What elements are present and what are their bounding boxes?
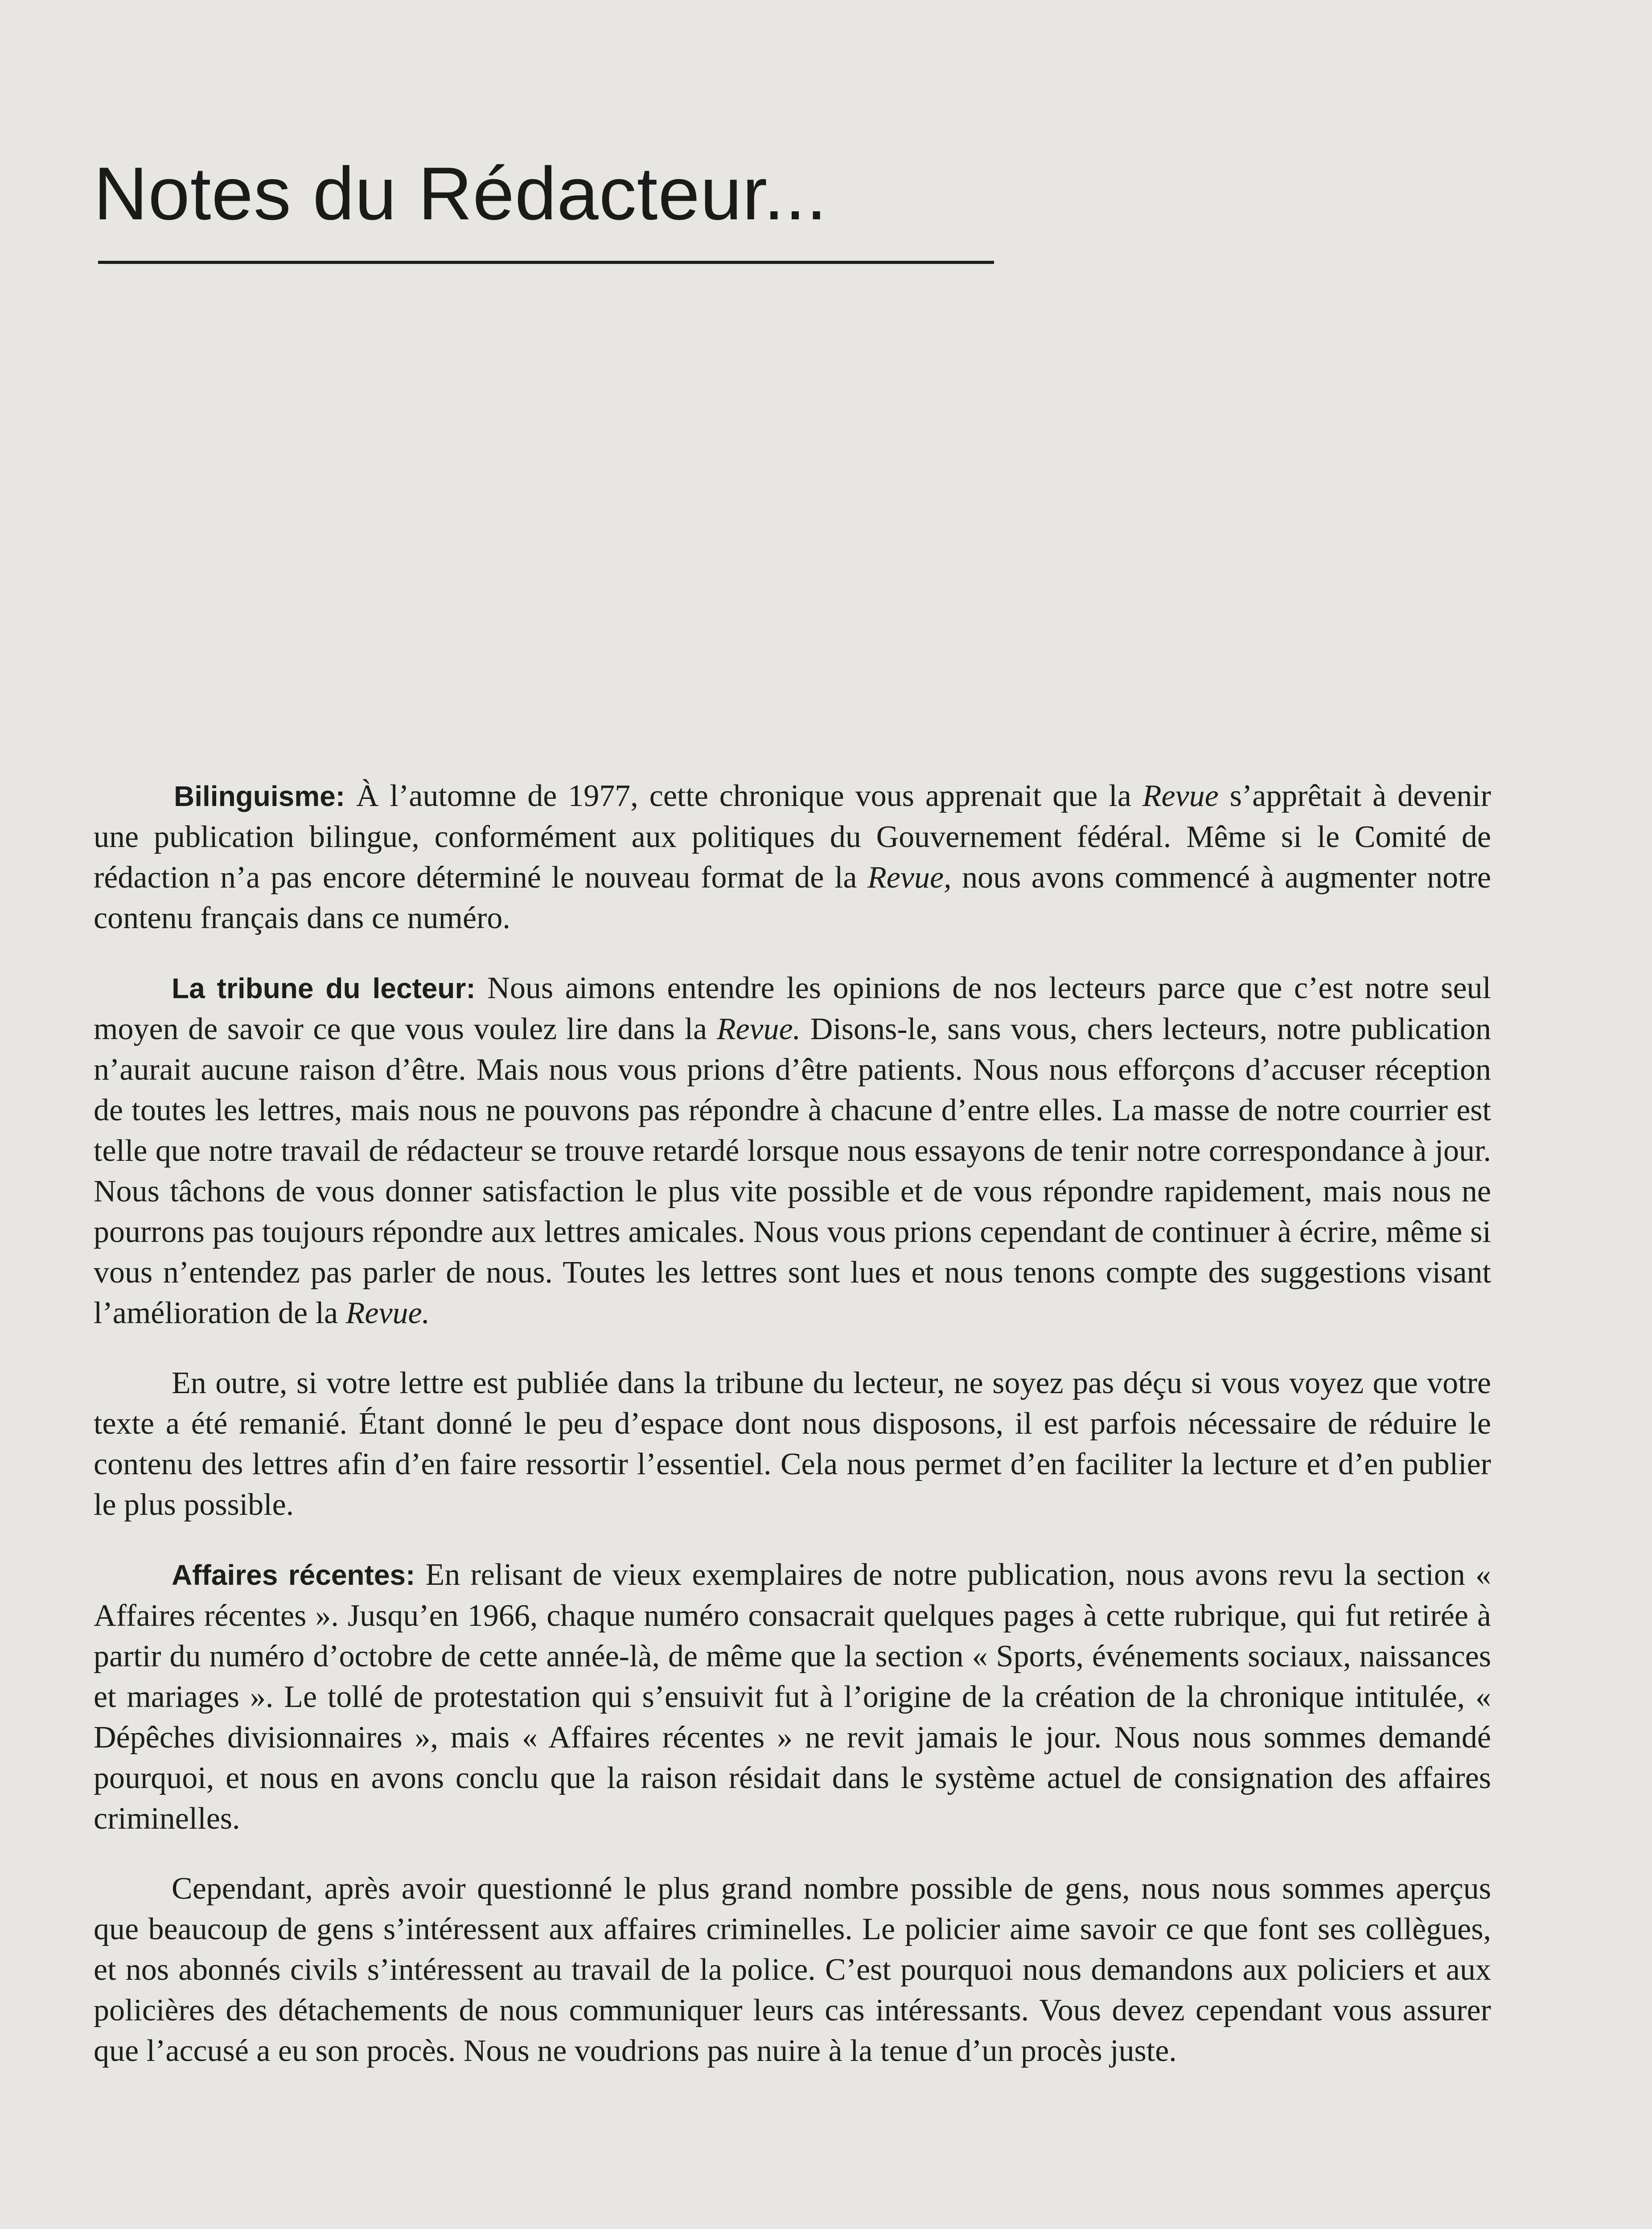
page-title-block: [94, 152, 999, 235]
paragraph-text: À l’automne de 1977, cette chronique vous apprenait que la: [345, 779, 1142, 813]
paragraph-text: nous avons commencé à augmenter notre contenu français dans ce numéro.: [94, 860, 1491, 935]
paragraph-italic: Revue.: [345, 1296, 430, 1330]
paragraph-en-outre: [94, 1363, 1491, 1525]
paragraph-lead: La tribune du lecteur:: [172, 972, 476, 1004]
paragraph-lead: Bilinguisme:: [174, 780, 345, 812]
article-body: [94, 776, 1491, 2101]
paragraph-italic: Revue,: [867, 860, 952, 895]
paragraph-italic: Revue: [1142, 779, 1219, 813]
paragraph-italic: Revue.: [716, 1012, 801, 1046]
paragraph-text: s’apprêtait à devenir une publication bilingue, conformément aux politiques du Gouvernement fédéral. Même si le Comité de rédaction n’a pas encore déterminé le nouveau format de la: [94, 779, 1491, 895]
paragraph-text: En relisant de vieux exemplaires de notre publication, nous avons revu la section « Affaires récentes ». Jusqu’en 1966, chaque numéro consacrait quelques pages à cette rubrique, qui fut retirée à partir du numéro d’octobre de cette année-là, de même que la section « Sports, événements sociaux, naissances et mariages ». Le tollé de protestation qui s’ensuivit fut à l’origine de la création de la chronique intitulée, « Dépêches divisionnaires », mais « Affaires récentes » ne revit jamais le jour. Nous nous sommes demandé pourquoi, et nous en avons conclu que la raison résidait dans le système actuel de consignation des affaires criminelles.: [94, 1558, 1492, 1836]
paragraph-tribune: [94, 968, 1491, 1333]
paragraph-text: Cependant, après avoir questionné le plus grand nombre possible de gens, nous nous sommes aperçus que beaucoup de gens s’intéressent aux affaires criminelles. Le policier aime savoir ce que font ses collègues, et nos abonnés civils s’intéressent au travail de la police. C’est pourquoi nous demandons aux policiers et aux policières des détachements de nous communiquer leurs cas intéressants. Vous devez cependant vous assurer que l’accusé a eu son procès. Nous ne voudrions pas nuire à la tenue d’un procès juste.: [94, 1871, 1491, 2068]
page-title: Notes du Rédacteur...: [94, 152, 827, 235]
paragraph-cependant: [94, 1868, 1491, 2071]
paragraph-text: En outre, si votre lettre est publiée dans la tribune du lecteur, ne soyez pas déçu si vous voyez que votre texte a été remanié. Étant donné le peu d’espace dont nous disposons, il est parfois nécessaire de réduire le contenu des lettres afin d’en faire ressortir l’essentiel. Cela nous permet d’en faciliter la lecture et d’en publier le plus possible.: [94, 1366, 1491, 1522]
paragraph-bilinguisme: [94, 776, 1491, 938]
paragraph-lead: Affaires récentes:: [172, 1559, 415, 1591]
title-underline: [98, 261, 994, 264]
paragraph-text: Nous aimons entendre les opinions de nos lecteurs parce que c’est notre seul moyen de savoir ce que vous voulez lire dans la: [94, 971, 1491, 1046]
paragraph-text: Disons-le, sans vous, chers lecteurs, notre publication n’aurait aucune raison d’être. Mais nous vous prions d’être patients. Nous nous efforçons d’accuser réception de toutes les lettres, mais nous ne pouvons pas répondre à chacune d’entre elles. La masse de notre courrier est telle que notre travail de rédacteur se trouve retardé lorsque nous essayons de tenir notre correspondance à jour. Nous tâchons de vous donner satisfaction le plus vite possible et de vous répondre rapidement, mais nous ne pourrons pas toujours répondre aux lettres amicales. Nous vous prions cependant de continuer à écrire, même si vous n’entendez pas parler de nous. Toutes les lettres sont lues et nous tenons compte des suggestions visant l’amélioration de la: [94, 1012, 1492, 1330]
paragraph-affaires: [94, 1555, 1491, 1839]
